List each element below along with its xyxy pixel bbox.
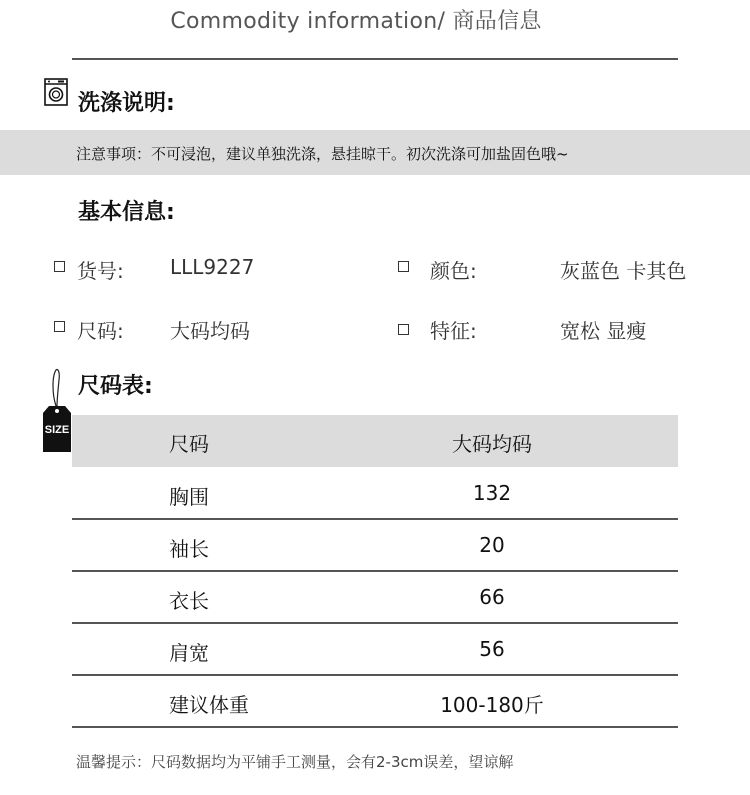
washing-machine-icon [44, 78, 68, 106]
table-row-divider [72, 518, 678, 520]
table-row-label: 肩宽 [169, 641, 209, 665]
table-row-value: 132 [472, 481, 512, 505]
size-tag-icon [40, 366, 74, 456]
washing-section-title: 洗涤说明: [78, 91, 175, 116]
header-divider [72, 58, 678, 60]
table-row-divider [72, 622, 678, 624]
table-row-value: 20 [479, 533, 505, 557]
table-row-label: 袖长 [169, 537, 209, 561]
table-header-size: 尺码 [169, 432, 209, 456]
table-header-onesize: 大码均码 [452, 432, 532, 456]
svg-text:SIZE: SIZE [44, 424, 70, 436]
info-value-size: 大码均码 [170, 319, 250, 343]
bullet-square-icon [398, 324, 409, 335]
size-chart-title: 尺码表: [78, 374, 153, 399]
table-row-value: 56 [479, 637, 505, 661]
table-row-value: 100-180斤 [440, 693, 544, 717]
table-row-divider [72, 570, 678, 572]
bullet-square-icon [398, 261, 409, 272]
info-value-color: 灰蓝色 卡其色 [560, 259, 687, 283]
bullet-square-icon [54, 261, 65, 272]
table-row-label: 胸围 [169, 485, 209, 509]
table-row-label: 建议体重 [169, 693, 249, 717]
info-label-size: 尺码: [77, 319, 124, 343]
info-label-item-no: 货号: [77, 259, 124, 283]
table-row-divider [72, 674, 678, 676]
info-label-feature: 特征: [430, 319, 477, 343]
info-value-item-no: LLL9227 [170, 255, 255, 279]
basic-info-title: 基本信息: [78, 200, 175, 225]
bullet-square-icon [54, 321, 65, 332]
footer-note: 温馨提示：尺码数据均为平铺手工测量，会有2-3cm误差，望谅解 [76, 753, 514, 771]
washing-notice: 注意事项：不可浸泡，建议单独洗涤，悬挂晾干。初次洗涤可加盐固色哦~ [76, 145, 569, 163]
page-title: Commodity information/ 商品信息 [170, 9, 542, 34]
table-row-value: 66 [479, 585, 505, 609]
info-value-feature: 宽松 显瘦 [560, 319, 647, 343]
table-row-label: 衣长 [169, 589, 209, 613]
table-row-divider [72, 726, 678, 728]
info-label-color: 颜色: [430, 259, 477, 283]
